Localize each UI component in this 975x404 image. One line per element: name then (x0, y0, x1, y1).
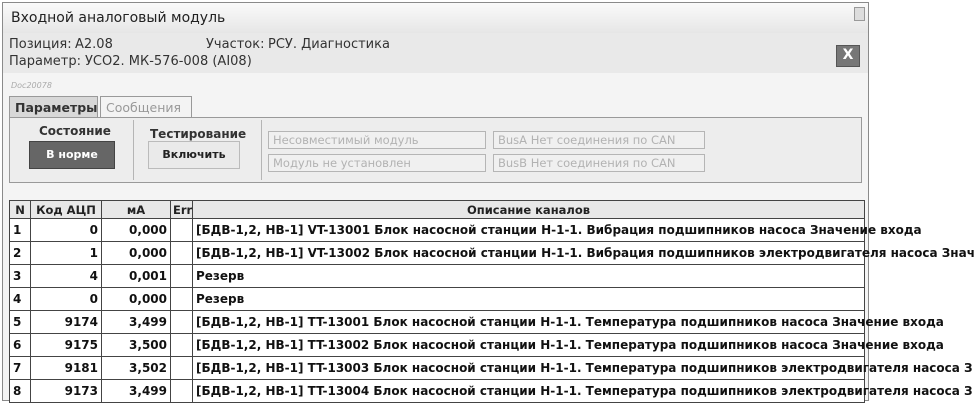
tab-messages[interactable]: Сообщения (100, 96, 192, 117)
doc-id: Doc20078 (11, 81, 52, 90)
cell-desc: [БДВ-1,2, НВ-1] TT-13001 Блок насосной станции Н-1-1. Температура подшипников насоса Значение входа (193, 311, 865, 334)
cell-err (171, 242, 193, 265)
cell-err (171, 311, 193, 334)
cell-ma: 3,499 (102, 380, 171, 403)
cell-ma: 3,500 (102, 334, 171, 357)
cell-err (171, 265, 193, 288)
test-title: Тестирование (150, 127, 247, 141)
cell-desc: [БДВ-1,2, НВ-1] VT-13002 Блок насосной станции Н-1-1. Вибрация подшипников электродвигателя насоса Знач (193, 242, 865, 265)
channels-table (9, 200, 975, 403)
title-bar (3, 3, 868, 34)
col-header-desc: Описание каналов (193, 201, 865, 219)
cell-desc: Резерв (193, 265, 865, 288)
cell-ma: 0,000 (102, 242, 171, 265)
divider (133, 120, 134, 180)
busb-indicator: BusB Нет соединения по CAN (493, 154, 705, 172)
divider (261, 120, 262, 180)
cell-adc: 0 (31, 219, 102, 242)
cell-err (171, 288, 193, 311)
cell-err (171, 219, 193, 242)
table-row[interactable] (10, 265, 865, 288)
cell-adc: 4 (31, 265, 102, 288)
table-row[interactable] (10, 219, 865, 242)
cell-desc: [БДВ-1,2, НВ-1] TT-13004 Блок насосной станции Н-1-1. Температура подшипников электродвигателя насоса З (193, 380, 865, 403)
module-not-installed-indicator: Модуль не установлен (268, 154, 486, 172)
cell-ma: 0,000 (102, 219, 171, 242)
window-corner-control[interactable] (854, 7, 865, 21)
cell-desc: Резерв (193, 288, 865, 311)
close-button[interactable]: X (836, 45, 860, 67)
cell-err (171, 334, 193, 357)
cell-adc: 0 (31, 288, 102, 311)
cell-n: 2 (10, 242, 31, 265)
col-header-adc: Код АЦП (31, 201, 102, 219)
cell-n: 8 (10, 380, 31, 403)
cell-desc: [БДВ-1,2, НВ-1] TT-13003 Блок насосной станции Н-1-1. Температура подшипников электродвигателя насоса З (193, 357, 865, 380)
cell-n: 5 (10, 311, 31, 334)
busa-indicator: BusA Нет соединения по CAN (493, 131, 705, 149)
tab-parameters[interactable]: Параметры (9, 96, 98, 117)
table-row[interactable] (10, 334, 865, 357)
table-row[interactable] (10, 311, 865, 334)
table-row[interactable] (10, 357, 865, 380)
cell-err (171, 380, 193, 403)
position-label: Позиция: (9, 37, 72, 52)
window-title: Входной аналоговый модуль (11, 10, 226, 26)
table-row[interactable] (10, 380, 865, 403)
cell-adc: 1 (31, 242, 102, 265)
cell-n: 4 (10, 288, 31, 311)
cell-adc: 9181 (31, 357, 102, 380)
cell-n: 7 (10, 357, 31, 380)
info-header (3, 33, 868, 73)
col-header-n: N (10, 201, 31, 219)
cell-adc: 9173 (31, 380, 102, 403)
test-enable-button[interactable]: Включить (148, 141, 240, 169)
cell-ma: 0,000 (102, 288, 171, 311)
cell-adc: 9175 (31, 334, 102, 357)
cell-ma: 0,001 (102, 265, 171, 288)
param-label: Параметр: (9, 54, 81, 69)
table-row[interactable] (10, 288, 865, 311)
cell-n: 3 (10, 265, 31, 288)
cell-desc: [БДВ-1,2, НВ-1] TT-13002 Блок насосной станции Н-1-1. Температура подшипников насоса Значение входа (193, 334, 865, 357)
table-header-row (10, 201, 865, 219)
area-value: РСУ. Диагностика (268, 37, 390, 52)
area-label: Участок: (206, 37, 265, 52)
state-indicator: В норме (29, 141, 115, 169)
position-value: A2.08 (75, 37, 113, 52)
cell-err (171, 357, 193, 380)
cell-n: 1 (10, 219, 31, 242)
cell-adc: 9174 (31, 311, 102, 334)
module-window (2, 2, 975, 401)
col-header-err: Err (171, 201, 193, 219)
cell-ma: 3,502 (102, 357, 171, 380)
cell-n: 6 (10, 334, 31, 357)
col-header-ma: мА (102, 201, 171, 219)
cell-desc: [БДВ-1,2, НВ-1] VT-13001 Блок насосной станции Н-1-1. Вибрация подшипников насоса Значение входа (193, 219, 865, 242)
cell-ma: 3,499 (102, 311, 171, 334)
state-title: Состояние (39, 124, 111, 138)
status-panel (9, 117, 862, 183)
incompatible-module-indicator: Несовместимый модуль (268, 131, 486, 149)
table-row[interactable] (10, 242, 865, 265)
param-value: УСО2. МК-576-008 (AI08) (85, 54, 252, 69)
